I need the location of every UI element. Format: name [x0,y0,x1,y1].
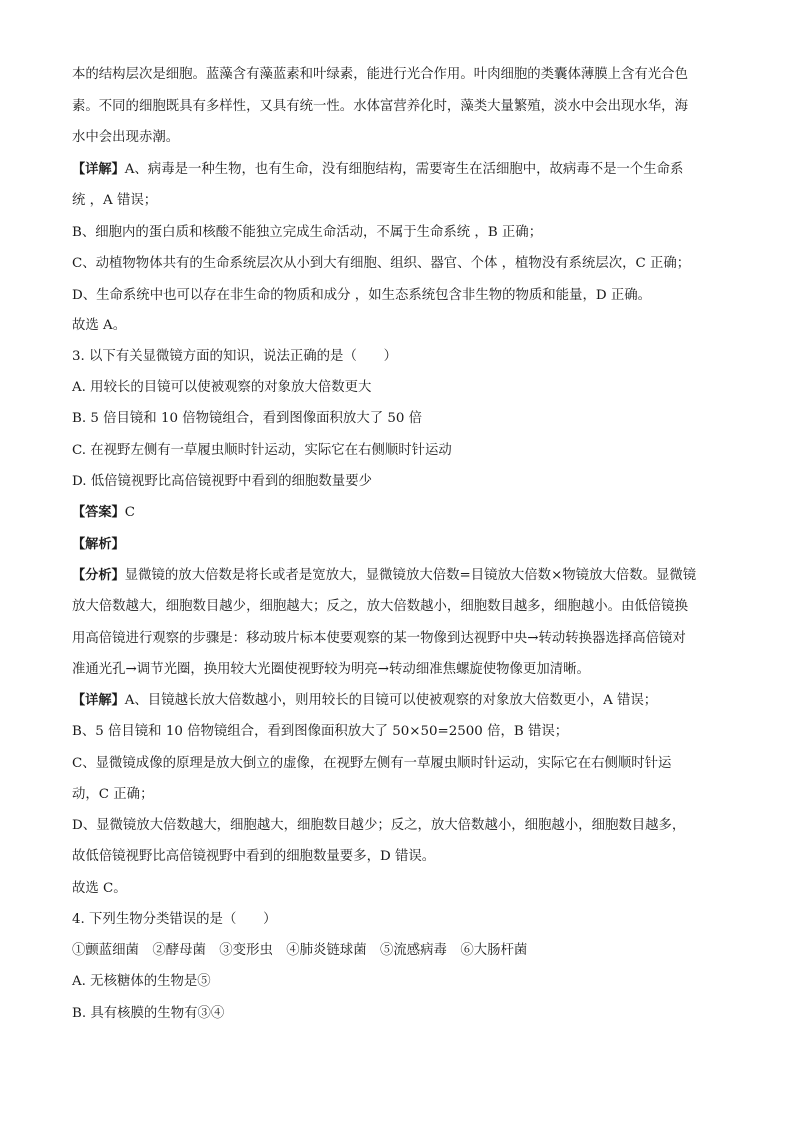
q3-option-d: D. 低倍镜视野比高倍镜视野中看到的细胞数量要少 [72,474,372,489]
q3-analysis-heading [72,535,754,555]
intro-line: 本的结构层次是细胞。蓝藻含有藻蓝素和叶绿素，能进行光合作用。叶肉细胞的类囊体薄膜上含有光合色 [72,67,688,82]
q3-fenxi-line: 放大倍数越大，细胞数目越少，细胞越大；反之，放大倍数越小，细胞数目越多，细胞越小。由低倍镜换 [72,599,688,614]
intro-line: 素。不同的细胞既具有多样性，又具有统一性。水体富营养化时，藻类大量繁殖，淡水中会出现水华，海 [72,99,688,114]
q2-detail-line: 统 ，A 错误； [72,193,158,208]
q3-answer-line [72,503,754,523]
q3-conclusion: 故选 C。 [72,881,127,896]
q2-detail-line: C、动植物物体共有的生命系统层次从小到大有细胞、组织、器官、个体 ，植物没有系统层次，C 正确； [72,256,691,271]
q2-detail-line: B、细胞内的蛋白质和核酸不能独立完成生命活动，不属于生命系统 ，B 正确； [72,225,543,240]
q3-fenxi-line: 用高倍镜进行观察的步骤是：移动玻片标本使要观察的某一物像到达视野中央→转动转换器选择高倍镜对 [72,631,686,646]
fenxi-tag: 【分析】 [72,568,125,583]
q3-detail-line: B、5 倍目镜和 10 倍物镜组合，看到图像面积放大了 50×50=2500 倍，B 错误； [72,724,569,739]
q3-detail-line: 故低倍镜视野比高倍镜视野中看到的细胞数量要多，D 错误。 [72,849,436,864]
q3-option-b: B. 5 倍目镜和 10 倍物镜组合，看到图像面积放大了 50 倍 [72,411,423,426]
q3-detail-line: 动，C 正确； [72,787,154,802]
intro-line: 水中会出现赤潮。 [72,130,180,145]
q3-detail-line [72,691,754,711]
q4-items: ①颤蓝细菌 ②酵母菌 ③变形虫 ④肺炎链球菌 ⑤流感病毒 ⑥大肠杆菌 [72,943,528,958]
answer-value: C [124,505,135,520]
q2-detail-line: D、生命系统中也可以存在非生命的物质和成分 ，如生态系统包含非生物的物质和能量，D 正确。 [72,288,651,303]
answer-tag: 【答案】 [72,505,125,520]
q3-stem: 3. 以下有关显微镜方面的知识，说法正确的是（ ） [72,349,398,364]
q4-option-a: A. 无核糖体的生物是⑤ [72,974,211,989]
detail-tag: 【详解】 [72,693,125,708]
detail-tag: 【详解】 [72,162,125,177]
q3-fenxi-line [72,566,754,586]
q3-detail-line: C、显微镜成像的原理是放大倒立的虚像，在视野左侧有一草履虫顺时针运动，实际它在右侧顺时针运 [72,756,672,771]
detail-text: A、目镜越长放大倍数越小，则用较长的目镜可以使被观察的对象放大倍数更小，A 错误； [124,693,658,708]
q3-detail-line: D、显微镜放大倍数越大，细胞越大，细胞数目越少；反之，放大倍数越小，细胞越小，细胞数目越多， [72,818,686,833]
q3-option-c: C. 在视野左侧有一草履虫顺时针运动，实际它在右侧顺时针运动 [72,443,452,458]
q4-option-b: B. 具有核膜的生物有③④ [72,1006,225,1021]
q4-stem: 4. 下列生物分类错误的是（ ） [72,912,277,927]
q3-option-a: A. 用较长的目镜可以使被观察的对象放大倍数更大 [72,380,372,395]
q2-conclusion: 故选 A。 [72,318,127,333]
analysis-tag: 【解析】 [72,537,125,552]
q3-fenxi-line: 准通光孔→调节光圈，换用较大光圈使视野较为明亮→转动细准焦螺旋使物像更加清晰。 [72,662,590,677]
detail-text: A、病毒是一种生物，也有生命，没有细胞结构，需要寄生在活细胞中，故病毒不是一个生命系 [124,162,684,177]
fenxi-text: 显微镜的放大倍数是将长或者是宽放大，显微镜放大倍数=目镜放大倍数×物镜放大倍数。显微镜 [124,568,697,583]
q2-detail-line [72,160,754,180]
